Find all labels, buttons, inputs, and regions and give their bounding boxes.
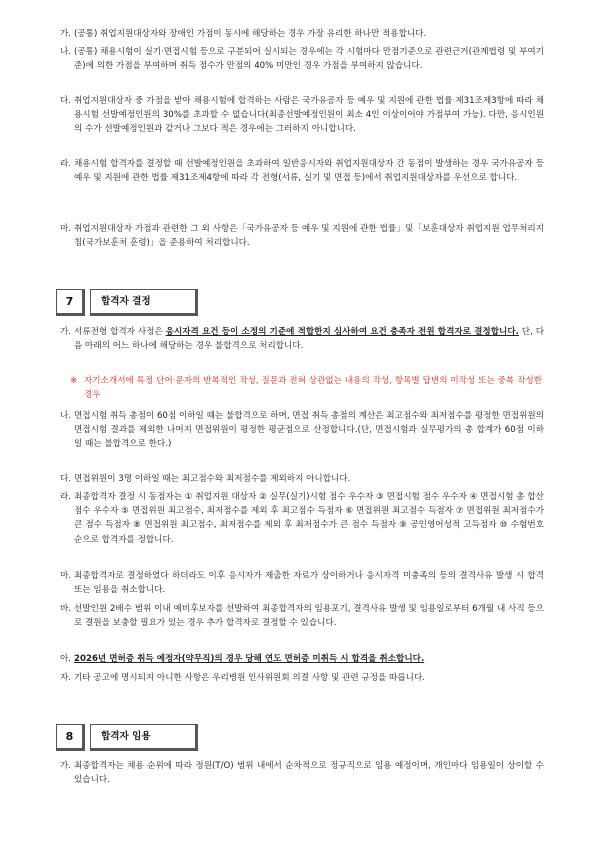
item-marker: 마. — [60, 571, 72, 581]
item-text: 채용시험 합격자를 결정할 때 선발예정인원을 초과하여 일반응시자와 취업지원대상자 간 동점이 발생하는 경우 국가유공자 등 예우 및 지원에 관한 법률 제31조제4항에 따라 각 전형(서류, 실기 및 면접 등)에서 취업지원대상자를 우선으로 합니다. — [74, 159, 544, 184]
item-marker: 나. — [60, 47, 72, 57]
list-item — [60, 472, 544, 486]
note-body: 자기소개서에 특정 단어·문자의 반복적인 작성, 질문과 전혀 상관없는 내용의 작성, 항목별 답변의 미작성 또는 중복 작성한 경우 — [84, 376, 542, 401]
item-marker: 다. — [60, 474, 72, 484]
item-marker: 가. — [60, 327, 72, 337]
item-text: 면접시험 취득 총점이 60점 이하일 때는 불합격으로 하며, 면접 취득 총점의 계산은 최고점수와 최저점수를 평정한 면접위원의 면접시험 결과를 제외한 나머지 면접위원이 평정한 평균점으로 산정합니다.(단, 면접시험과 실무평가의 총 합계가 60점 이하일 때는 불합격으로 한다.) — [74, 411, 544, 450]
note-text — [70, 374, 542, 402]
item-marker: 가. — [60, 761, 72, 771]
item-marker: 나. — [60, 411, 72, 421]
list-item — [60, 94, 544, 137]
item-text-pre: 서류전형 합격자 사정은 — [74, 327, 166, 337]
item-marker: 마. — [60, 224, 72, 234]
list-item — [60, 602, 544, 630]
item-marker: 자. — [60, 673, 72, 683]
item-text: 취업지원대상자 중 가점을 받아 채용시험에 합격하는 사람은 국가유공자 등 예우 및 지원에 관한 법률 제31조제3항에 따라 채용시험 선발예정인원의 30%를 초과할 수 없습니다(최종선발예정인원이 최소 4인 이상이어야 가점부여 가능). 다만, 응시인원의 수가 선발예정인원과 같거나 그보다 적은 경우에는 그러하지 아니합니다. — [74, 96, 544, 135]
list-item — [60, 671, 544, 685]
item-text: (공통) 취업지원대상자와 장애인 가점이 동시에 해당하는 경우 가장 유리한 하나만 적용합니다. — [74, 29, 427, 39]
list-item — [60, 569, 544, 597]
item-marker: 라. — [60, 492, 72, 502]
note-marker: ※ — [70, 376, 78, 386]
item-text: 2026년 면허증 취득 예정자(약무직)의 경우 당해 연도 면허증 미취득 시 합격을 취소합니다. — [74, 654, 425, 664]
list-item — [60, 325, 544, 353]
item-text: 면접위원이 3명 이하일 때는 최고점수와 최저점수를 제외하지 아니합니다. — [74, 474, 351, 484]
item-text: 취업지원대상자 가점과 관련한 그 외 사항은「국가유공자 등 예우 및 지원에 관한 법률」및「보훈대상자 취업지원 업무처리지침(국가보훈처 훈령)」을 준용하여 처리합니다. — [74, 224, 544, 249]
item-text: 최종합격자는 채용 순위에 따라 정원(T/O) 범위 내에서 순차적으로 정규직으로 임용 예정이며, 개인마다 임용일이 상이할 수 있습니다. — [74, 761, 544, 786]
list-item — [60, 45, 544, 73]
item-marker: 다. — [60, 96, 72, 106]
section-title: 합격자 임용 — [90, 724, 198, 751]
item-marker: 라. — [60, 159, 72, 169]
item-text-emphasis: 응시자격 요건 등이 소정의 기준에 적합한지 심사하여 요건 충족자 전원 합격자로 결정합니다. — [165, 327, 519, 337]
item-text-post: 단, 다음 아래의 어느 하나에 해당하는 경우 불합격으로 처리합니다. — [74, 327, 544, 352]
list-item — [60, 222, 544, 250]
item-marker: 가. — [60, 29, 72, 39]
list-item — [60, 652, 544, 666]
item-text: 선발인원 2배수 범위 이내 예비후보자를 선발하여 최종합격자의 임용포기, 결격사유 발생 및 임용일로부터 6개월 내 사직 등으로 결원을 보충할 필요가 있는 경우 추가 합격자로 결정할 수 있습니다. — [74, 604, 544, 629]
section-number: 7 — [56, 289, 85, 316]
list-item — [60, 490, 544, 547]
item-text — [74, 325, 544, 353]
item-text: (공통) 채용시험이 실기·면접시험 등으로 구분되어 실시되는 경우에는 각 시험마다 만점기준으로 관련근거(관계법령 및 부여기준)에 의한 가점을 부여하며 취득 점수가 만점의 40% 미만인 경우 가점을 부여하지 않습니다. — [74, 47, 544, 72]
item-marker: 아. — [60, 654, 72, 664]
section-title: 합격자 결정 — [90, 289, 198, 316]
list-item — [60, 409, 544, 452]
item-marker: 바. — [60, 604, 72, 614]
list-item — [60, 759, 544, 787]
list-item — [60, 27, 544, 41]
section-number: 8 — [56, 724, 85, 751]
item-text: 기타 공고에 명시되지 아니한 사항은 우리병원 인사위원회 의결 사항 및 관련 규정을 따릅니다. — [74, 673, 425, 683]
item-text: 최종합격자로 결정하였다 하더라도 이후 응시자가 제출한 자료가 상이하거나 응시자격 미충족의 등의 결격사유 발생 시 합격 또는 임용을 취소합니다. — [74, 571, 544, 596]
item-text: 최종합격자 결정 시 동점자는 ① 취업지원 대상자 ② 실무(실기)시험 점수 우수자 ③ 면접시험 점수 우수자 ④ 면접시험 총 합산점수 우수자 ⑤ 면접위원 최고점수, 최저점수를 제외 후 최고점수 득점자 ⑥ 면접위원 최고점수 득점자 ⑦ 면접위원 최저점수가 큰 점수 득점자 ⑧ 면접위원 최고점수, 최저점수를 제외 후 최저점수가 큰 점수 득점자 ⑨ 공인영어성적 고득점자 ⑩ 수험번호순으로 합격자를 정합니다. — [74, 492, 544, 545]
list-item — [60, 157, 544, 185]
